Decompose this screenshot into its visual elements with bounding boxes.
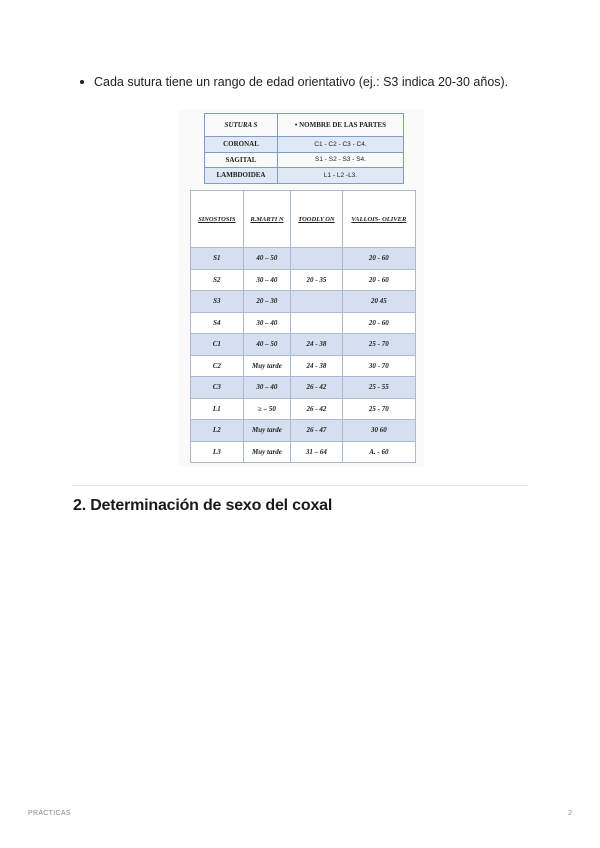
table-cell: C2: [191, 355, 244, 377]
table-cell: LAMBDOIDEA: [205, 168, 278, 184]
table-row: [191, 398, 416, 420]
table-cell: S2: [191, 269, 244, 291]
table-row: [205, 137, 404, 153]
table-row: [205, 152, 404, 168]
table-cell: 30 – 40: [243, 269, 291, 291]
table-cell: Muy tarde: [243, 420, 291, 442]
table-cell: 25 - 70: [342, 334, 415, 356]
table-cell: Muy tarde: [243, 441, 291, 463]
table-cell: [291, 291, 342, 313]
table-cell: C1 - C2 - C3 - C4.: [277, 137, 403, 153]
table-cell: 31 – 64: [291, 441, 342, 463]
table-cell: SAGITAL: [205, 152, 278, 168]
table-cell: 30 60: [342, 420, 415, 442]
bullet-dot-icon: [80, 80, 84, 84]
table-cell: Muy tarde: [243, 355, 291, 377]
table-row: [205, 168, 404, 184]
table-cell: 30 - 70: [342, 355, 415, 377]
table-cell: [291, 312, 342, 334]
table-cell: L2: [191, 420, 244, 442]
section-divider: [72, 485, 528, 486]
table-header-cell: SINOSTOSIS: [191, 191, 244, 248]
suture-tables-image: [178, 110, 424, 466]
table-cell: 26 - 42: [291, 398, 342, 420]
table-row: [191, 291, 416, 313]
table-cell: 26 - 47: [291, 420, 342, 442]
table-header-row: [205, 114, 404, 137]
table-cell: L1: [191, 398, 244, 420]
table-cell: A. - 60: [342, 441, 415, 463]
table-cell: 20 - 60: [342, 248, 415, 270]
table-cell: C1: [191, 334, 244, 356]
table-row: [191, 377, 416, 399]
table-header-cell: • NOMBRE DE LAS PARTES: [277, 114, 403, 137]
table-row: [191, 312, 416, 334]
page-number: 2: [568, 810, 572, 817]
bullet-item: [78, 74, 558, 90]
bullet-text: Cada sutura tiene un rango de edad orientativo (ej.: S3 indica 20-30 años).: [94, 75, 509, 89]
table-cell: 24 - 38: [291, 334, 342, 356]
table-cell: 40 – 50: [243, 334, 291, 356]
table-cell: 20 45: [342, 291, 415, 313]
table-cell: L3: [191, 441, 244, 463]
table-header-cell: TOODLY ON: [291, 191, 342, 248]
table-row: [191, 334, 416, 356]
table-cell: 20 - 60: [342, 269, 415, 291]
footer-label: PRÁCTICAS: [28, 810, 71, 817]
section-heading: 2. Determinación de sexo del coxal: [73, 497, 333, 514]
table-cell: S1 - S2 - S3 - S4.: [277, 152, 403, 168]
table-cell: 24 - 38: [291, 355, 342, 377]
table-header-cell: SUTURA S: [205, 114, 278, 137]
table-cell: [291, 248, 342, 270]
table-cell: S4: [191, 312, 244, 334]
table-cell: 26 - 42: [291, 377, 342, 399]
table-cell: L1 - L2 -L3.: [277, 168, 403, 184]
suture-parts-table: [204, 113, 404, 184]
table-cell: 30 – 40: [243, 377, 291, 399]
table-cell: 30 – 40: [243, 312, 291, 334]
table-row: [191, 420, 416, 442]
table-row: [191, 355, 416, 377]
table-cell: ≥ – 50: [243, 398, 291, 420]
table-cell: 40 – 50: [243, 248, 291, 270]
table-cell: S3: [191, 291, 244, 313]
table-cell: 20 – 30: [243, 291, 291, 313]
table-header-row: [191, 191, 416, 248]
table-cell: C3: [191, 377, 244, 399]
synostosis-age-table: [190, 190, 416, 463]
table-header-cell: R.MARTI N: [243, 191, 291, 248]
table-cell: 25 - 70: [342, 398, 415, 420]
table-header-cell: VALLOIS- OLIVER: [342, 191, 415, 248]
table-row: [191, 248, 416, 270]
table-row: [191, 441, 416, 463]
table-cell: 25 - 55: [342, 377, 415, 399]
table-row: [191, 269, 416, 291]
table-cell: 20 - 60: [342, 312, 415, 334]
table-cell: CORONAL: [205, 137, 278, 153]
table-cell: 20 - 35: [291, 269, 342, 291]
table-cell: S1: [191, 248, 244, 270]
